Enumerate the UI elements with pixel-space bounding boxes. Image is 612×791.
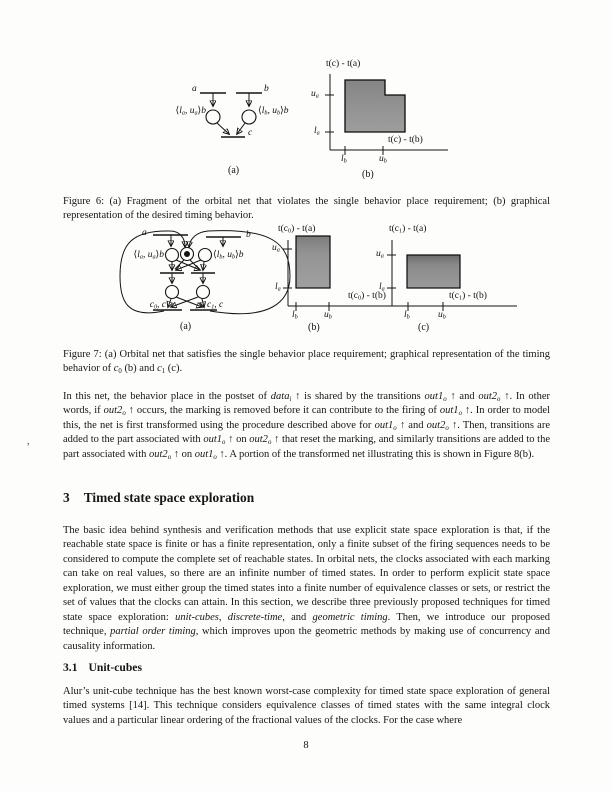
subsection-heading-31 [63,661,142,674]
fig7-place-left-label: ⟨la, ua⟩b [133,250,164,261]
subsection-title: Unit-cubes [88,660,142,674]
section-number: 3 [63,490,70,506]
y-axis-label: t(c1) - t(a) [389,224,427,235]
middle-transition-bars [160,273,215,283]
transition-b-bar [206,237,241,246]
x-tick-ub: ub [438,310,446,321]
x-tick-ub: ub [324,310,332,321]
y-tick-ua: ua [272,243,280,254]
place-lower-left [166,286,179,299]
section-title: Timed state space exploration [83,490,255,506]
y-tick-la: la [275,282,281,293]
paragraph-transformed-net: In this net, the behavior place in the postset of datai ↑ is shared by the transitions out1o ↑ and out2o ↑. In other words, if out2o ↑ occurs, the marking is removed before it can contribute to the firing of out1o ↑. In order to model this, the net is first transformed using the procedure described above for out1o ↑ and out2o ↑. Then, transitions are added to the part associated with out1o ↑ on out2o ↑ that reset the marking, and similarly transitions are added to the part associated with out2o ↑ on out1o ↑. A portion of the transformed net illustrating this is shown in Figure 8(b). [63,390,551,461]
figure6-caption: Figure 6: (a) Fragment of the orbital net that violates the single behavior place requirement; (b) graphical representation of the desired timing behavior. [63,195,550,221]
place-center-marked [181,248,194,261]
fig6-transition-b-label: b [264,84,269,94]
y-tick-ua: ua [376,249,384,260]
figure6-timing-chart [300,59,460,187]
fig7-panel-c-tag: (c) [418,322,430,333]
section-heading-3 [63,490,254,506]
fig7-transition-a-label: a [142,228,147,238]
shaded-timing-region [407,255,460,288]
x-tick-lb: lb [292,310,298,321]
fig7-transition-b-label: b [246,230,251,240]
fig7-place-right-label: ⟨lb, ub⟩b [213,250,244,261]
fig7-panel-b-tag: (b) [308,322,320,333]
place-right [242,110,256,124]
fig7c-chart-canvas [375,226,525,326]
paragraph-state-space-intro: The basic idea behind synthesis and verification methods that use explicit state space exploration is that, if the reachable state space is finite or has a finite representation, only a finite subset of the firing sequences needs to be considered to compute the complete set of reachable states. In orbital nets, the clocks associated with each marking can take on real values, so there are an infinite number of timed states. In order to perform explicit state space exploration, we must either group the timed states into a finite number of equivalence classes or sets, or restrict the set of values that the clocks can attain. In this section, we describe three previously proposed techniques for timed state space exploration: unit-cubes, discrete-time, and geometric timing. Then, we introduce our proposed technique, partial order timing, which improves upon the geometric methods by making use of concurrency and causality information. [63,524,550,652]
y-axis-label: t(c) - t(a) [326,59,361,69]
figure6-petri-net-diagram [163,72,313,172]
x-axis-label: t(c0) - t(b) [348,291,386,302]
shaded-timing-region [345,80,405,132]
y-tick-la: la [379,282,385,293]
fig6-place-right-label: ⟨lb, ub⟩b [258,106,289,117]
transition-a-bar [153,235,188,246]
y-tick-la: la [314,126,320,137]
x-axis-label: t(c1) - t(b) [449,291,487,302]
place-left [166,249,179,262]
place-left [206,110,220,124]
x-axis-label: t(c) - t(b) [388,135,423,145]
figure7-chart-c1 [375,226,525,334]
upper-crossing-arcs [172,260,204,270]
fig6-place-left-label: ⟨la, ua⟩b [175,106,206,117]
figure7-caption: Figure 7: (a) Orbital net that satisfies the single behavior place requirement; graphical representation of the timing behavior of c0 (b) and c1 (c). [63,348,550,375]
figure6 [160,59,480,187]
shaded-timing-region [296,236,330,288]
fig7-transition-c1-label: c1, c [207,300,224,311]
y-tick-ua: ua [311,89,319,100]
fig6-transition-a-label: a [192,84,197,94]
fig6-chart-canvas [300,62,460,165]
fig6-panel-a-tag: (a) [228,165,240,176]
fig7-panel-a-tag: (a) [180,321,192,332]
scan-margin-artifact: , [27,436,30,447]
x-tick-ub: ub [379,154,387,165]
fig6-panel-b-tag: (b) [362,169,374,180]
x-tick-lb: lb [404,310,410,321]
figure7 [118,222,558,334]
fig6-transition-c-label: c [248,128,253,138]
arcs-to-c [217,123,245,134]
place-lower-right [197,286,210,299]
paragraph-unit-cubes: Alur’s unit-cube technique has the best known worst-case complexity for timed state space exploration of general timed systems [14]. This technique considers equivalence classes of timed states with the same integral clock values and a particular linear ordering of the fractional values of the clocks. For the case where [63,685,550,726]
page-number: 8 [303,740,309,751]
subsection-number: 3.1 [63,660,78,674]
place-right [199,249,212,262]
fig7-transition-c0-label: c0, c [149,300,166,311]
y-axis-label: t(c0) - t(a) [278,224,316,235]
x-tick-lb: lb [341,154,347,165]
